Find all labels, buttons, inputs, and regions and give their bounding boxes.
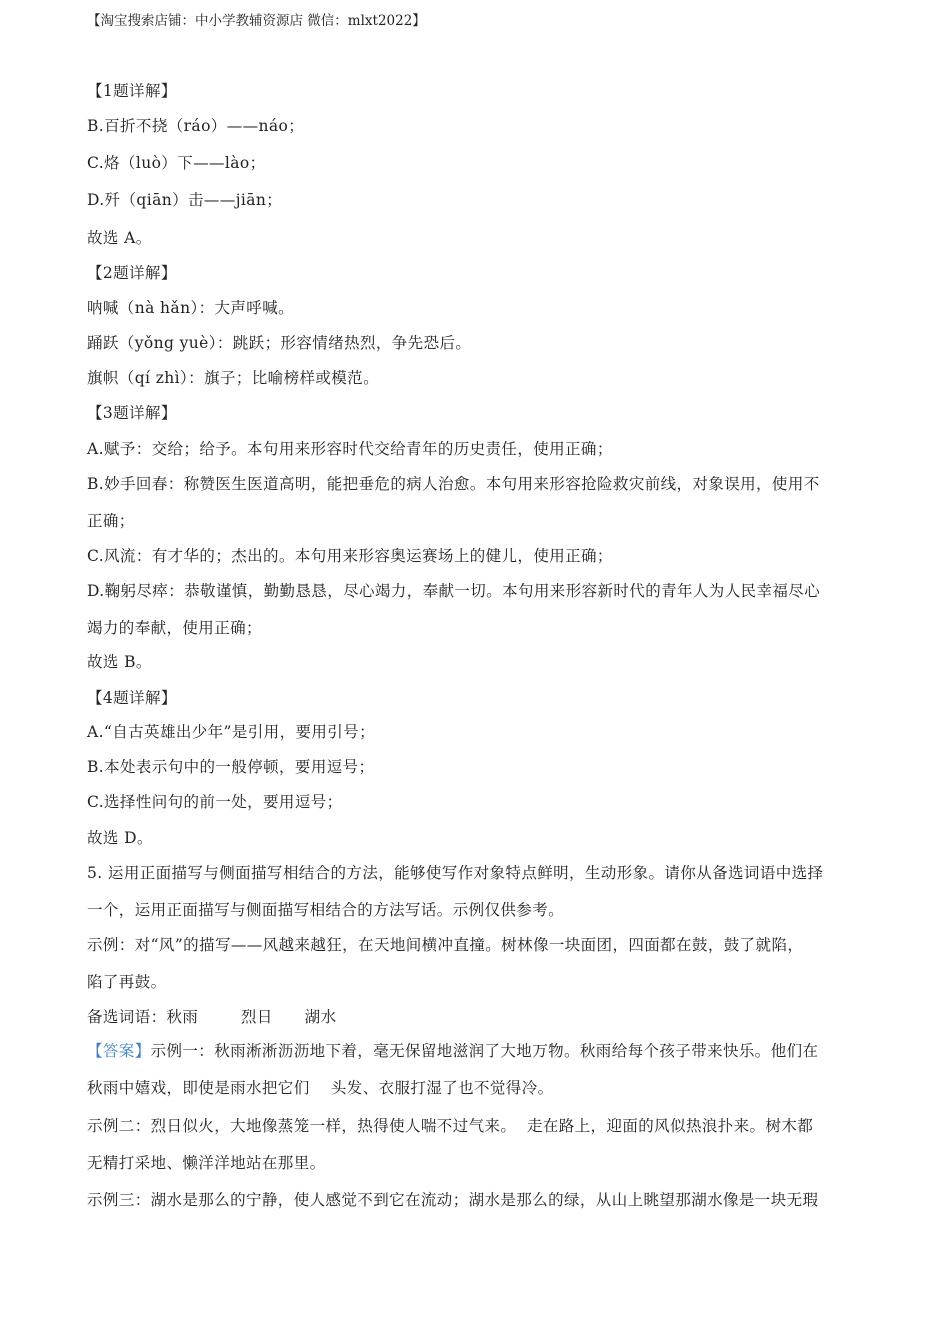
q5-line: 一个，运用正面描写与侧面描写相结合的方法写话。示例仅供参考。 <box>87 901 565 919</box>
q5-word-options: 备选词语：秋雨 烈日 湖水 <box>87 1008 337 1026</box>
q3-heading: 【3题详解】 <box>87 404 177 422</box>
q2-line: 踊跃（yǒng yuè）：跳跃；形容情绪热烈，争先恐后。 <box>87 334 472 352</box>
q4-heading: 【4题详解】 <box>87 689 177 707</box>
answer-tag: 【答案】 <box>87 1042 151 1060</box>
answer-line <box>87 1041 872 1061</box>
q2-line: 呐喊（nà hǎn）：大声呼喊。 <box>87 299 295 317</box>
q5-line: 陷了再鼓。 <box>87 973 167 991</box>
q3-line: 故选 B。 <box>87 653 152 671</box>
q5-line: 5. 运用正面描写与侧面描写相结合的方法，能够使写作对象特点鲜明，生动形象。请你从备选词语中选择 <box>87 864 824 882</box>
q4-line: A.“自古英雄出少年”是引用，要用引号； <box>87 723 375 741</box>
q3-line: A.赋予：交给；给予。本句用来形容时代交给青年的历史责任，使用正确； <box>87 440 613 458</box>
q1-line: B.百折不挠（ráo）——náo； <box>87 117 305 135</box>
q5-line: 示例：对“风”的描写——风越来越狂，在天地间横冲直撞。树林像一块面团，四面都在鼓，鼓了就陷， <box>87 936 804 954</box>
answer-text: 示例一：秋雨淅淅沥沥地下着，毫无保留地滋润了大地万物。秋雨给每个孩子带来快乐。他们在 <box>150 1042 819 1060</box>
q3-line: 正确； <box>87 512 135 530</box>
q1-line: C.烙（luò）下——lào； <box>87 154 266 172</box>
q4-line: B.本处表示句中的一般停顿，要用逗号； <box>87 758 375 776</box>
q2-heading: 【2题详解】 <box>87 264 177 282</box>
answer-line: 秋雨中嬉戏，即使是雨水把它们 头发、衣服打湿了也不觉得冷。 <box>87 1079 554 1097</box>
q3-line: D.鞠躬尽瘁：恭敬谨慎，勤勤恳恳，尽心竭力，奉献一切。本句用来形容新时代的青年人为人民幸福尽心 <box>87 582 821 600</box>
q1-heading: 【1题详解】 <box>87 82 177 100</box>
header-shop-info: 【淘宝搜索店铺：中小学教辅资源店 微信：mlxt2022】 <box>87 13 426 29</box>
q3-line: C.风流：有才华的；杰出的。本句用来形容奥运赛场上的健儿，使用正确； <box>87 547 613 565</box>
q2-line: 旗帜（qí zhì）：旗子；比喻榜样或模范。 <box>87 369 379 387</box>
q4-line: C.选择性问句的前一处，要用逗号； <box>87 793 343 811</box>
q3-line: 竭力的奉献，使用正确； <box>87 619 262 637</box>
q4-line: 故选 D。 <box>87 829 153 847</box>
q3-line: B.妙手回春：称赞医生医道高明，能把垂危的病人治愈。本句用来形容抢险救灾前线，对象误用，使用不 <box>87 475 820 493</box>
q1-line: 故选 A。 <box>87 229 152 247</box>
answer-line: 无精打采地、懒洋洋地站在那里。 <box>87 1154 326 1172</box>
q1-line: D.歼（qiān）击——jiān； <box>87 191 283 209</box>
answer-line: 示例三：湖水是那么的宁静，使人感觉不到它在流动；湖水是那么的绿，从山上眺望那湖水像是一块无瑕 <box>87 1191 819 1209</box>
answer-line: 示例二：烈日似火，大地像蒸笼一样，热得使人喘不过气来。 走在路上，迎面的风似热浪扑来。树木都 <box>87 1117 814 1135</box>
